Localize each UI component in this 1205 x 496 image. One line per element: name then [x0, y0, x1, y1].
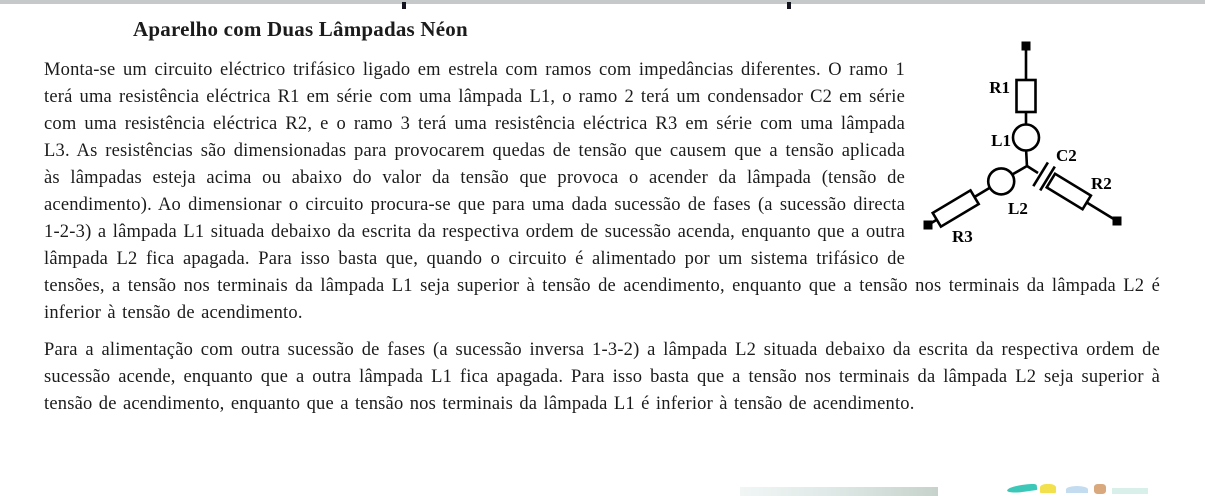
- label-r1: R1: [989, 78, 1010, 97]
- wire-junction-c2: [1027, 166, 1038, 173]
- cropped-image-yellow-mark: [1040, 484, 1056, 493]
- resistor-r1: [1017, 80, 1036, 112]
- cropped-image-blue-mark: [1066, 486, 1088, 493]
- cropped-image-pale-teal: [1112, 488, 1148, 494]
- page-title: Aparelho com Duas Lâmpadas Néon: [133, 17, 468, 41]
- resistor-r2: [1047, 174, 1091, 210]
- paragraph-2: Para a alimentação com outra sucessão de fases (a sucessão inversa 1-3-2) a lâmpada L2 situada debaixo da escrita da respectiva ordem de sucessão acende, enquanto que a outra lâmpada L1 fica apagada. Para isso basta que a tensão nos terminais da lâmpada L2 seja superior à tensão de acendimento, enquanto que a tensão nos terminais da lâmpada L1 é inferior à tensão de acendimento.: [44, 340, 1160, 414]
- paragraph-1: Monta-se um circuito eléctrico trifásico ligado em estrela com ramos com impedâncias diferentes. O ramo 1 terá uma resistência eléctrica R1 em série com uma lâmpada L1, o ramo 2 terá um condensador C2 em série com uma resistência eléctrica R2, e o ramo 3 terá uma resistência eléctrica R3 em série com uma lâmpada L3. As resistências são dimensionadas para provocarem quedas de tensão que causem que a tensão aplicada às lâmpadas esteja acima ou abaixo do valor da tensão que provoca o acender da lâmpada (tensão de acendimento). Ao dimensionar o circuito procura-se que para uma dada sucessão de fases (a sucessão directa 1-2-3) a lâmpada L1 situada debaixo da escrita da respectiva ordem de sucessão acenda, enquanto que a outra lâmpada L2 fica apagada. Para isso basta que, quando o circuito é alimentado por um sistema trifásico de tensões, a tensão nos terminais da lâmpada L1 seja superior à tensão de acendimento, enquanto que a tensão nos terminais da lâmpada L2 é inferior à tensão de acendimento.: [44, 60, 1160, 323]
- label-r3: R3: [952, 227, 973, 246]
- cropped-image-teal-mark: [1007, 483, 1038, 494]
- resistor-r3: [933, 190, 979, 226]
- label-r2: R2: [1091, 174, 1112, 193]
- cropped-image-gradient-bar: [740, 487, 938, 496]
- label-l1: L1: [991, 131, 1011, 150]
- cropped-glyph-descender: [787, 2, 791, 9]
- label-l2: L2: [1008, 199, 1028, 218]
- cropped-glyph-descender: [402, 2, 406, 9]
- lamp-l1: [1013, 125, 1039, 151]
- cropped-image-tan-mark: [1094, 484, 1106, 494]
- lamp-l2: [988, 168, 1014, 194]
- cropped-previous-line: [0, 0, 1205, 4]
- label-c2: C2: [1056, 146, 1077, 165]
- star-circuit-figure: [915, 30, 1175, 262]
- terminal-node-3: [924, 221, 933, 230]
- terminal-node-1: [1022, 42, 1031, 51]
- terminal-node-2: [1113, 217, 1122, 226]
